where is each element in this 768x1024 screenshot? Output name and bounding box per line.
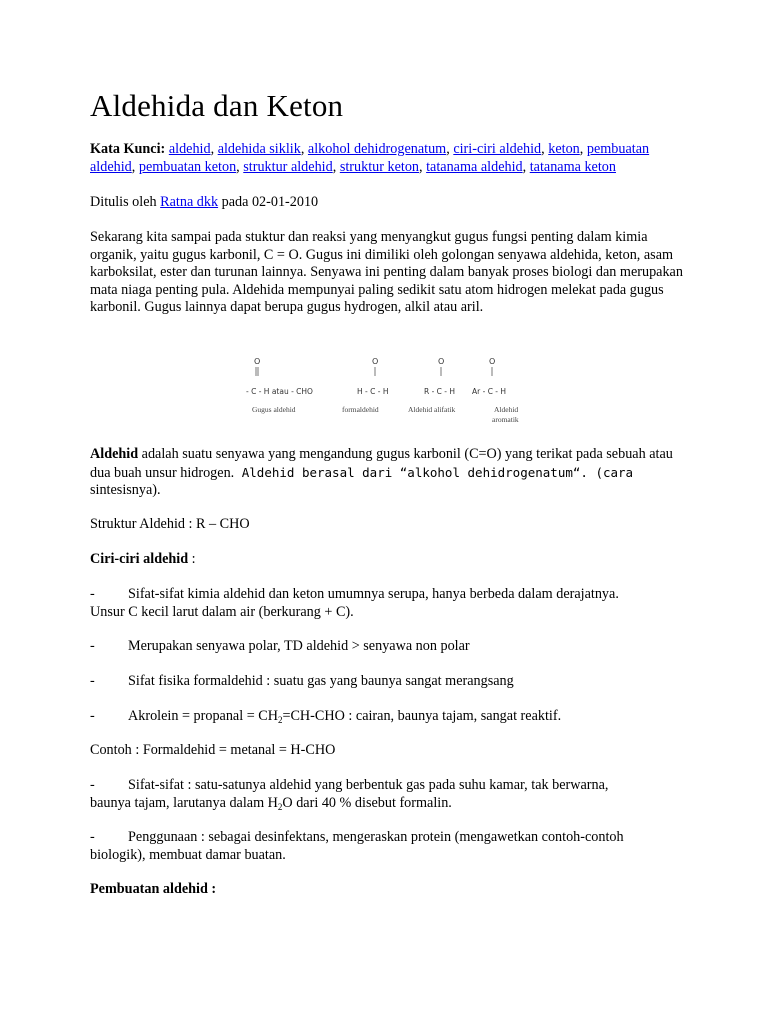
keyword-link-ciri-ciri-aldehid[interactable]: ciri-ciri aldehid: [453, 141, 542, 157]
aldehid-def-end: sintesisnya).: [90, 482, 161, 499]
o-atom-2: O: [372, 357, 379, 366]
list-item-text-end: =CH-CHO : cairan, baunya tajam, sangat reaktif.: [282, 708, 562, 724]
aldehid-origin-text: Aldehid berasal dari “alkohol dehidrogenatum“. (cara: [234, 464, 634, 480]
list-item: [90, 829, 690, 864]
keyword-link-keton[interactable]: keton: [548, 141, 580, 157]
ciri-heading-text: Ciri-ciri aldehid: [90, 551, 189, 567]
list-item: [90, 777, 690, 812]
aldehid-def-text: adalah suatu senyawa yang mengandung gugus karbonil (C=O) yang terikat pada sebuah atau dua buah unsur hidrogen.: [90, 446, 673, 481]
o-atom-1: O: [254, 357, 261, 366]
caption-aldehid-alifatik: Aldehid alifatik: [408, 405, 456, 414]
caption-formaldehid: formaldehid: [342, 405, 379, 414]
keyword-link-struktur-aldehid[interactable]: struktur aldehid: [243, 158, 333, 175]
list-dash: -: [90, 638, 95, 654]
pembuatan-heading: [90, 881, 690, 899]
list-dash: -: [90, 708, 95, 724]
keyword-link-pembuatan-keton[interactable]: pembuatan keton: [138, 158, 237, 175]
list-dash: -: [90, 829, 95, 845]
caption-aromatik: aromatik: [492, 415, 519, 424]
keywords-label: Kata Kunci:: [90, 141, 166, 157]
formula-aldehid-aromatik: Ar - C - H: [472, 387, 507, 396]
byline: [90, 194, 690, 212]
list-item-text: Sifat-sifat kimia aldehid dan keton umumnya serupa, hanya berbeda dalam derajatnya.: [128, 586, 619, 602]
caption-aldehid: Aldehid: [494, 405, 519, 414]
keyword-link-aldehida-siklik[interactable]: aldehida siklik: [217, 141, 301, 157]
intro-paragraph: Sekarang kita sampai pada stuktur dan reaksi yang menyangkut gugus fungsi penting dalam kimia organik, yaitu gugus karbonil, C = O. Gugus ini dimiliki oleh golongan senyawa aldehida, keton, asam karboksilat, ester dan turunan lainnya. Senyawa ini penting dalam banyak proses biologi dan merupakan mata niaga penting pula. Aldehida mempunyai paling sedikit satu atom hidrogen melekat pada gugus karbonil. Gugus lainnya dapat berupa gugus hydrogen, alkil atau aril.: [90, 229, 683, 316]
page-title: Aldehida dan Keton: [90, 88, 344, 123]
subscript: 2: [277, 715, 283, 725]
o-atom-3: O: [438, 357, 445, 366]
struktur-aldehid-line: Struktur Aldehid : R – CHO: [90, 516, 250, 532]
formula-gugus-aldehid: - C - H atau - CHO: [246, 387, 313, 396]
list-item-text: Sifat-sifat : satu-satunya aldehid yang berbentuk gas pada suhu kamar, tak berwarna,: [128, 777, 609, 793]
list-item: [90, 638, 690, 656]
list-item-continuation: biologik), membuat damar buatan.: [90, 846, 286, 863]
list-item-text: Sifat fisika formaldehid : suatu gas yang baunya sangat merangsang: [128, 673, 514, 689]
keyword-link-tatanama-aldehid[interactable]: tatanama aldehid: [426, 158, 523, 175]
byline-date: pada 02-01-2010: [221, 194, 319, 210]
formula-formaldehid: H - C - H: [357, 387, 389, 396]
list-dash: -: [90, 673, 95, 689]
aldehyde-structures-figure: [244, 352, 534, 428]
o-atom-4: O: [489, 357, 496, 366]
list-item-continuation: baunya tajam, larutanya dalam H: [90, 794, 278, 811]
caption-gugus-aldehid: Gugus aldehid: [252, 405, 296, 414]
list-dash: -: [90, 777, 95, 793]
list-item-continuation: Unsur C kecil larut dalam air (berkurang + C).: [90, 603, 354, 620]
byline-prefix: Ditulis oleh: [90, 194, 157, 210]
author-link[interactable]: Ratna dkk: [160, 194, 219, 210]
keyword-link-tatanama-keton[interactable]: tatanama keton: [529, 158, 616, 175]
list-item-continuation-end: O dari 40 % disebut formalin.: [282, 794, 452, 811]
ciri-heading: [90, 551, 690, 569]
list-dash: -: [90, 586, 95, 602]
pembuatan-heading-text: Pembuatan aldehid :: [90, 881, 217, 897]
list-item-text: Penggunaan : sebagai desinfektans, mengeraskan protein (mengawetkan contoh-contoh: [128, 829, 624, 845]
keywords-section: Kata Kunci: aldehid, aldehida siklik, alkohol dehidrogenatum, ciri-ciri aldehid, keton, pembuatan aldehid, pembuatan keton, struktur aldehid, struktur keton, tatanama aldehid, tatanama keton: [90, 141, 650, 175]
subscript: 2: [277, 801, 283, 812]
formula-aldehid-alifatik: R - C - H: [424, 387, 456, 396]
contoh-line: Contoh : Formaldehid = metanal = H-CHO: [90, 742, 336, 758]
ciri-heading-colon: :: [188, 551, 196, 567]
keyword-link-aldehid[interactable]: aldehid: [168, 141, 211, 157]
aldehid-definition: [90, 446, 690, 500]
keyword-link-pembuatan-aldehid[interactable]: pembuatan aldehid: [90, 141, 650, 175]
list-item: [90, 708, 690, 726]
keyword-link-alkohol-dehidrogenatum[interactable]: alkohol dehidrogenatum: [307, 141, 447, 157]
list-item-text: Akrolein = propanal = CH: [128, 708, 278, 724]
aldehid-term: Aldehid: [90, 446, 139, 462]
list-item-text: Merupakan senyawa polar, TD aldehid > senyawa non polar: [128, 638, 470, 654]
list-item: [90, 673, 690, 691]
list-item: [90, 586, 690, 621]
keyword-link-struktur-keton[interactable]: struktur keton: [339, 158, 420, 175]
